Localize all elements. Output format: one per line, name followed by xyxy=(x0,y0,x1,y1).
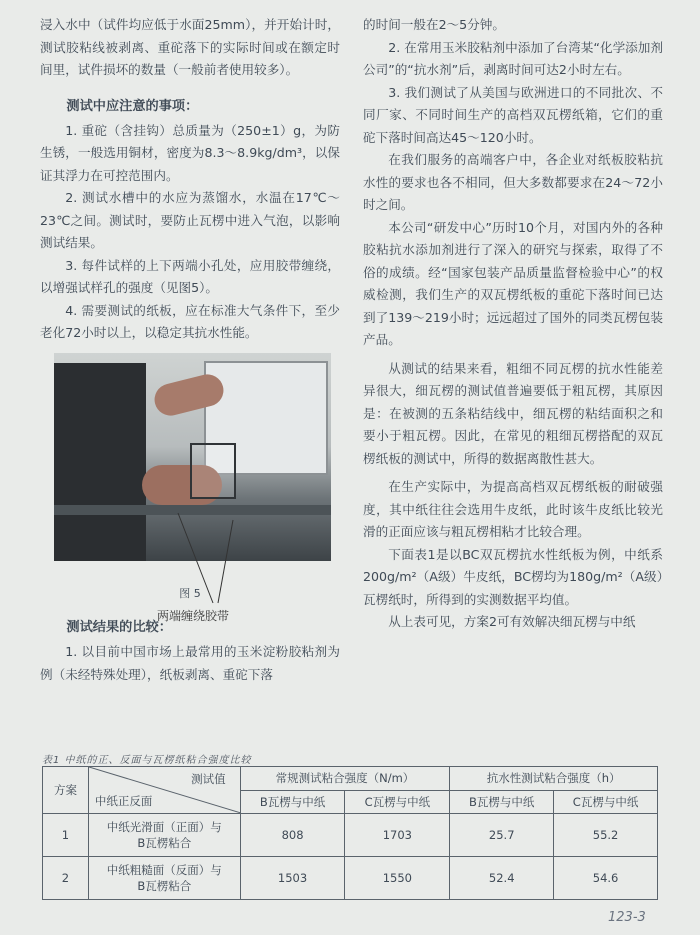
subheader: B瓦楞与中纸 xyxy=(450,790,554,814)
note-4: 4. 需要测试的纸板，应在标准大气条件下，至少老化72小时以上，以稳定其抗水性能。 xyxy=(40,302,340,340)
value-cell: 54.6 xyxy=(554,857,658,900)
note-1: 1. 重砣（含挂钩）总质量为（250±1）g，为防生锈，一般选用铜材，密度为8.3～8.9kg/dm³，以保证其浮力在可控范围内。 xyxy=(40,122,340,183)
paragraph-9: 从上表可见，方案2可有效解决细瓦楞与中纸 xyxy=(388,614,636,629)
table-row xyxy=(43,857,658,900)
result-1: 1. 以目前中国市场上最常用的玉米淀粉胶粘剂为例（未经特殊处理），纸板剥离、重砣下落 xyxy=(40,644,340,682)
section-title-notes: 测试中应注意的事项： xyxy=(66,98,199,114)
table-title: 表1 中纸的正、反面与瓦楞纸粘合强度比较 xyxy=(42,755,252,766)
subheader: C瓦楞与中纸 xyxy=(345,790,450,814)
plan-cell: 1 xyxy=(43,814,89,857)
value-cell: 52.4 xyxy=(450,857,554,900)
desc-line: B瓦楞粘合 xyxy=(137,879,192,893)
value-cell: 25.7 xyxy=(450,814,554,857)
table-row xyxy=(43,814,658,857)
note-2: 2. 测试水槽中的水应为蒸馏水，水温在17℃～23℃之间。测试时，要防止瓦楞中进入气泡，以影响测试结果。 xyxy=(40,190,340,250)
desc-cell xyxy=(88,814,240,857)
desc-line: B瓦楞粘合 xyxy=(137,836,192,850)
value-cell: 55.2 xyxy=(554,814,658,857)
intro-paragraph: 浸入水中（试件均应低于水面25mm），并开始计时，测试胶粘线被剥离、重砣落下的实际时间或在额定时间里，试件损坏的数量（一般前者使用较多）。 xyxy=(40,17,340,77)
header-plan: 方案 xyxy=(43,767,89,814)
photo-caption: 两端缠绕胶带 xyxy=(157,609,230,623)
note-3: 3. 每件试样的上下两端小孔处，应用胶带缠绕，以增强试样孔的强度（见图5）。 xyxy=(40,257,340,295)
figure-label: 图 5 xyxy=(179,586,201,600)
paragraph-7: 在生产实际中，为提高高档双瓦楞纸板的耐破强度，其中纸往往会选用牛皮纸，此时该牛皮纸比较光滑的正面应该与粗瓦楞相粘才比较合理。 xyxy=(363,479,663,539)
paragraph-3: 3. 我们测试了从美国与欧洲进口的不同批次、不同厂家、不同时间生产的高档双瓦楞纸箱，它们的重砣下落时间高达45～120小时。 xyxy=(363,84,663,145)
value-cell: 1550 xyxy=(345,857,450,900)
desc-cell xyxy=(88,857,240,900)
header-group-regular: 常规测试粘合强度（N/m） xyxy=(240,767,450,791)
right-column xyxy=(363,0,663,634)
paragraph-2: 2. 在常用玉米胶粘剂中添加了台湾某“化学添加剂公司”的“抗水剂”后，剥离时间可达2小时左右。 xyxy=(363,39,663,77)
paragraph-4: 在我们服务的高端客户中，各企业对纸板胶粘抗水性的要求也各不相同，但大多数都要求在24～72小时之间。 xyxy=(363,152,663,212)
page-number: 123-3 xyxy=(608,910,646,925)
desc-line: 中纸粗糙面（反面）与 xyxy=(106,863,222,877)
paragraph-5: 本公司“研发中心”历时10个月，对国内外的各种胶粘抗水添加剂进行了深入的研究与探索，取得了不俗的成绩。经“国家包装产品质量监督检验中心”的权威检测，我们生产的双瓦楞纸板的重砣下落时间已达到了139～219小时；远远超过了国外的同类瓦楞包装产品。 xyxy=(363,219,663,347)
subheader: B瓦楞与中纸 xyxy=(240,790,345,814)
header-diagonal-cell xyxy=(88,767,240,814)
subheader: C瓦楞与中纸 xyxy=(554,790,658,814)
header-group-water: 抗水性测试粘合强度（h） xyxy=(450,767,658,791)
paragraph-8: 下面表1是以BC双瓦楞抗水性纸板为例，中纸系200g/m²（A级）牛皮纸，BC楞均为180g/m²（A级）瓦楞纸时，所得到的实测数据平均值。 xyxy=(363,546,663,607)
header-test-value: 测试值 xyxy=(191,772,226,786)
header-paper-side: 中纸正反面 xyxy=(94,794,153,808)
value-cell: 1503 xyxy=(240,857,345,900)
section-title-results: 测试结果的比较： xyxy=(66,620,172,635)
paragraph-cont: 的时间一般在2～5分钟。 xyxy=(363,17,505,32)
comparison-table xyxy=(42,766,658,900)
plan-cell: 2 xyxy=(43,857,89,900)
desc-line: 中纸光滑面（正面）与 xyxy=(106,820,222,834)
value-cell: 1703 xyxy=(345,814,450,857)
paragraph-6: 从测试的结果来看，粗细不同瓦楞的抗水性能差异很大，细瓦楞的测试值普遍要低于粗瓦楞，其原因是：在被测的五条粘结线中，细瓦楞的粘结面积之和要小于粗瓦楞。因此，在常见的粗细瓦楞搭配的双瓦楞纸板的测试中，所得的数据离散性甚大。 xyxy=(363,360,663,466)
value-cell: 808 xyxy=(240,814,345,857)
